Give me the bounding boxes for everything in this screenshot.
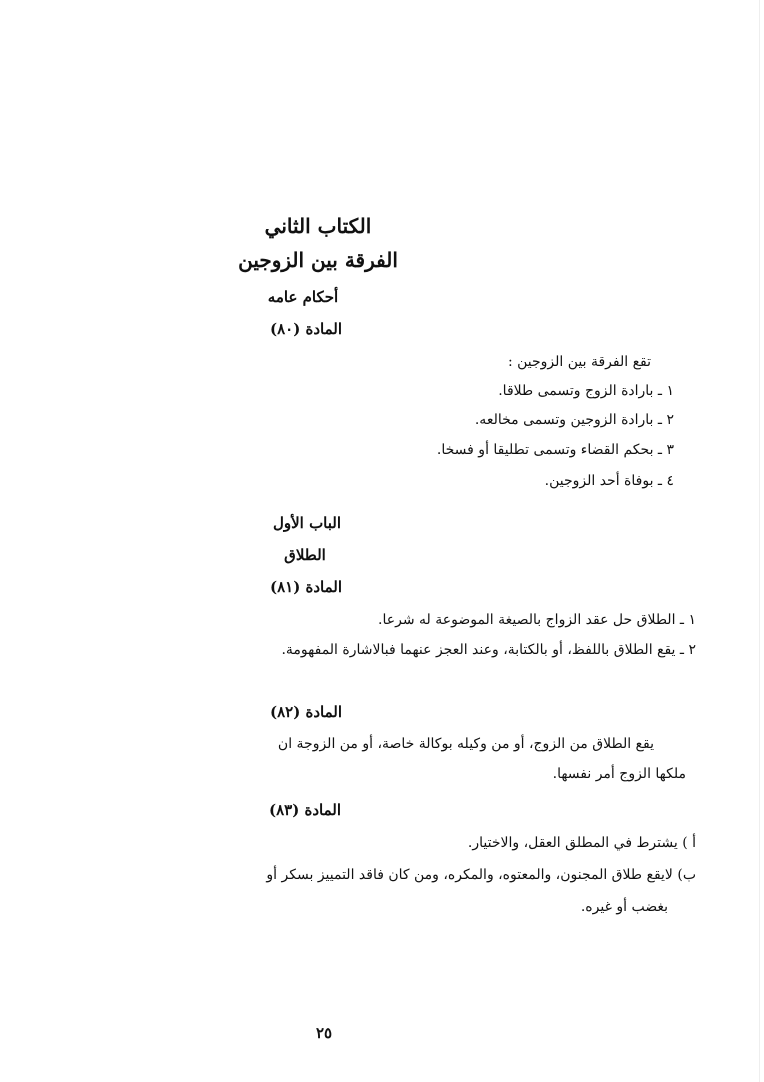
article-80-item-1: ١ ـ بارادة الزوج وتسمى طلاقا. [498,383,674,399]
article-81-heading: المادة (٨١) [269,578,343,596]
section-general-provisions: أحكام عامه [267,288,339,306]
book-title: الكتاب الثاني [264,214,372,238]
chapter-1-topic: الطلاق [284,546,326,564]
article-82-line-2: ملكها الزوج أمر نفسها. [552,766,686,782]
article-82-heading: المادة (٨٢) [269,703,343,721]
article-80-item-3: ٣ ـ بحكم القضاء وتسمى تطليقا أو فسخا. [436,442,674,458]
article-82-line-1: يقع الطلاق من الزوج، أو من وكيله بوكالة خاصة، أو من الزوجة ان [277,736,654,752]
article-80-item-4: ٤ ـ بوفاة أحد الزوجين. [544,473,674,489]
article-80-intro: تقع الفرقة بين الزوجين : [507,354,651,370]
article-80-item-2: ٢ ـ بارادة الزوجين وتسمى مخالعه. [474,412,674,428]
article-83-line-b-continued: بغضب أو غيره. [580,899,668,915]
chapter-1-heading: الباب الأول [272,514,342,532]
scan-edge-line [759,0,760,1082]
page-number: ٢٥ [315,1024,333,1042]
article-81-item-1: ١ ـ الطلاق حل عقد الزواج بالصيغة الموضوعة له شرعا. [378,612,696,628]
article-81-item-2: ٢ ـ يقع الطلاق باللفظ، أو بالكتابة، وعند العجز عنهما فبالاشارة المفهومة. [281,642,696,658]
article-83-line-a: أ ) يشترط في المطلق العقل، والاختيار. [467,835,696,851]
article-80-heading: المادة (٨٠) [269,320,343,338]
book-subtitle: الفرقة بين الزوجين [238,248,398,272]
article-83-heading: المادة (٨٣) [268,801,342,819]
article-83-line-b: ب) لايقع طلاق المجنون، والمعتوه، والمكره، ومن كان فاقد التمييز بسكر أو [266,867,696,883]
